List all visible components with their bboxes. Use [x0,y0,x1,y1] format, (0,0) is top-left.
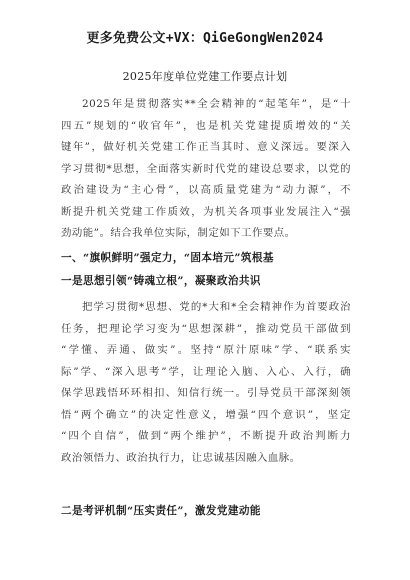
paragraph-line: 键年”，做好机关党建工作正当其时、意义深远。要深入 [61,141,351,153]
intro-paragraph [61,94,351,245]
subsection-heading: 二是考评机制“压实责任”，激发党建动能 [61,505,261,517]
paragraph-line: 把学习贯彻*思想、党的*大和*全会精神作为首要政治 [82,301,351,313]
paragraph-line: 政治建设为“主心骨”，以高质量党建为“动力源”，不 [61,184,351,196]
paragraph-line: 断提升机关党建工作质效，为机关各项事业发展注入“强 [61,205,351,218]
paragraph-line: 四五”规划的“收官年”，也是机关党建提质增效的“关 [61,119,351,132]
promo-banner: 更多免费公文+VX：QiGeGongWen2024 [86,31,324,46]
paragraph-line: “学懂、弄通、做实”。坚持“原汁原味”学、“联系实 [61,344,351,356]
paragraph-line: 际”学、“深入思考”学，让理论入脑、入心、入行，确 [61,365,351,378]
paragraph-line: 任务，把理论学习变为“思想深耕”，推动党员干部做到 [61,322,351,335]
paragraph-line: 悟“两个确立”的决定性意义，增强“四个意识”，坚定 [61,408,351,421]
document-title: 2025年度单位党建工作要点计划 [122,70,288,83]
subsection-paragraph [61,297,351,469]
paragraph-line: 2025年是贯彻落实**全会精神的“起笔年”，是“十 [82,98,351,110]
section-heading: 一、“旗帜鲜明”强定力，“固本培元”筑根基 [61,252,274,264]
paragraph-line: 学习贯彻*思想，全面落实新时代党的建设总要求，以党的 [61,162,351,175]
paragraph-line: 劲动能”。结合我单位实际，制定如下工作要点。 [61,227,296,239]
paragraph-line: 保学思践悟环环相扣、知信行统一。引导党员干部深刻领 [61,387,351,399]
subsection-heading: 一是思想引领“铸魂立根”，凝聚政治共识 [61,275,261,287]
paragraph-line: “四个自信”，做到“两个维护”，不断提升政治判断力 [61,430,351,442]
paragraph-line: 政治领悟力、政治执行力，让忠诚基因融入血脉。 [61,451,301,464]
